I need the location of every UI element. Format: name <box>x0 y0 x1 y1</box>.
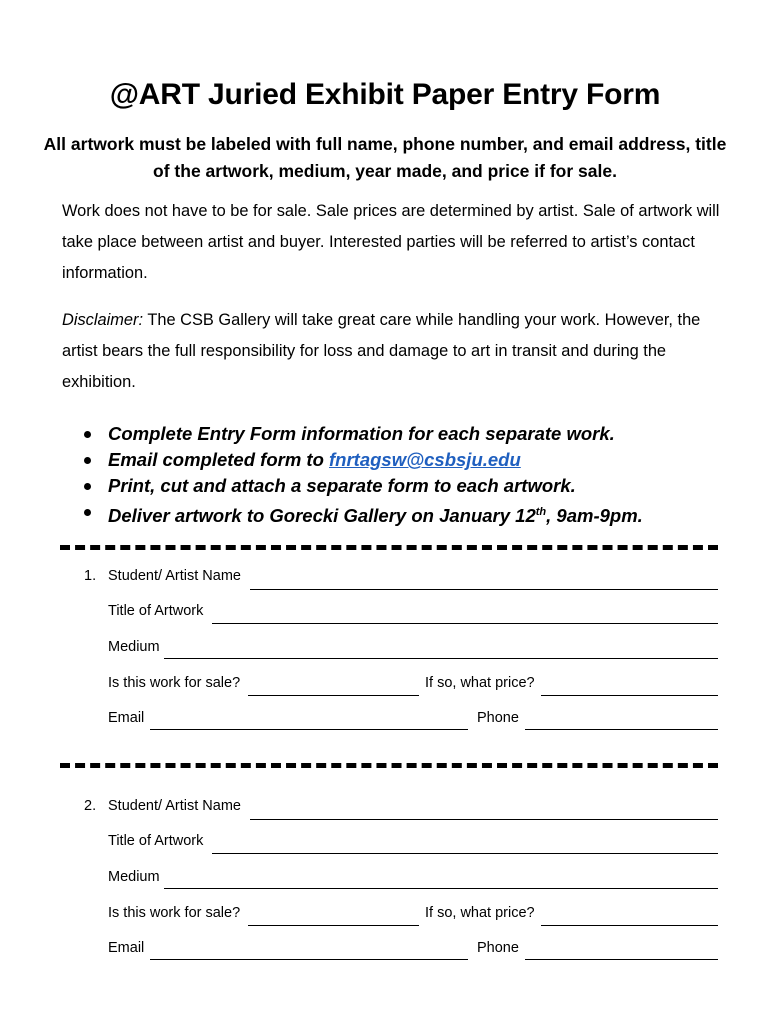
email-label: Email <box>108 710 145 726</box>
cut-line <box>60 763 718 768</box>
artist-name-field[interactable] <box>250 589 718 590</box>
price-label: If so, what price? <box>425 675 535 691</box>
form-number: 2. <box>84 798 97 814</box>
instruction-list <box>80 421 643 529</box>
page-title: @ART Juried Exhibit Paper Entry Form <box>109 78 661 111</box>
artwork-title-label: Title of Artwork <box>108 833 204 849</box>
for-sale-label: Is this work for sale? <box>108 905 241 921</box>
medium-field[interactable] <box>164 658 718 659</box>
instruction-item <box>80 499 643 529</box>
artwork-title-field[interactable] <box>212 853 718 854</box>
instruction-item <box>80 447 643 473</box>
cut-line <box>60 545 718 550</box>
for-sale-field[interactable] <box>248 925 419 926</box>
for-sale-field[interactable] <box>248 695 419 696</box>
price-field[interactable] <box>541 925 718 926</box>
instruction-text: Email completed form to <box>108 449 330 470</box>
medium-field[interactable] <box>164 888 718 889</box>
artist-name-label: Student/ Artist Name <box>108 798 241 814</box>
artwork-title-field[interactable] <box>212 623 718 624</box>
artist-name-label: Student/ Artist Name <box>108 568 241 584</box>
phone-field[interactable] <box>525 959 718 960</box>
instruction-text: , 9am-9pm. <box>546 505 643 527</box>
email-link[interactable]: fnrtagsw@csbsju.edu <box>329 449 521 470</box>
bullet-icon <box>84 431 91 438</box>
price-label: If so, what price? <box>425 905 535 921</box>
disclaimer-text: The CSB Gallery will take great care while handling your work. However, the artist bears the full responsibility for loss and damage to art in transit and during the exhibition. <box>62 311 701 391</box>
artist-name-field[interactable] <box>250 819 718 820</box>
email-label: Email <box>108 940 145 956</box>
bullet-icon <box>84 509 91 516</box>
phone-label: Phone <box>477 940 519 956</box>
for-sale-label: Is this work for sale? <box>108 675 241 691</box>
email-field[interactable] <box>150 729 468 730</box>
disclaimer-lead: Disclaimer: <box>62 311 144 329</box>
sale-info-paragraph: Work does not have to be for sale. Sale prices are determined by artist. Sale of artwork will take place between artist and buyer. Interested parties will be referred to artist’s contact information. <box>62 202 720 282</box>
instruction-item <box>80 421 643 447</box>
price-field[interactable] <box>541 695 718 696</box>
form-number: 1. <box>84 568 97 584</box>
disclaimer-paragraph <box>62 305 722 398</box>
medium-label: Medium <box>108 639 160 655</box>
bullet-icon <box>84 457 91 464</box>
date-superscript: th <box>535 506 547 518</box>
artwork-title-label: Title of Artwork <box>108 603 204 619</box>
labeling-instructions: All artwork must be labeled with full name, phone number, and email address, title of the artwork, medium, year made, and price if for sale. <box>43 134 727 181</box>
instruction-item <box>80 473 643 499</box>
phone-field[interactable] <box>525 729 718 730</box>
medium-label: Medium <box>108 869 160 885</box>
phone-label: Phone <box>477 710 519 726</box>
email-field[interactable] <box>150 959 468 960</box>
bullet-icon <box>84 483 91 490</box>
instruction-text: Deliver artwork to Gorecki Gallery on January 12 <box>108 505 536 527</box>
instruction-text: Print, cut and attach a separate form to each artwork. <box>108 475 576 496</box>
instruction-text: Complete Entry Form information for each separate work. <box>108 423 615 444</box>
